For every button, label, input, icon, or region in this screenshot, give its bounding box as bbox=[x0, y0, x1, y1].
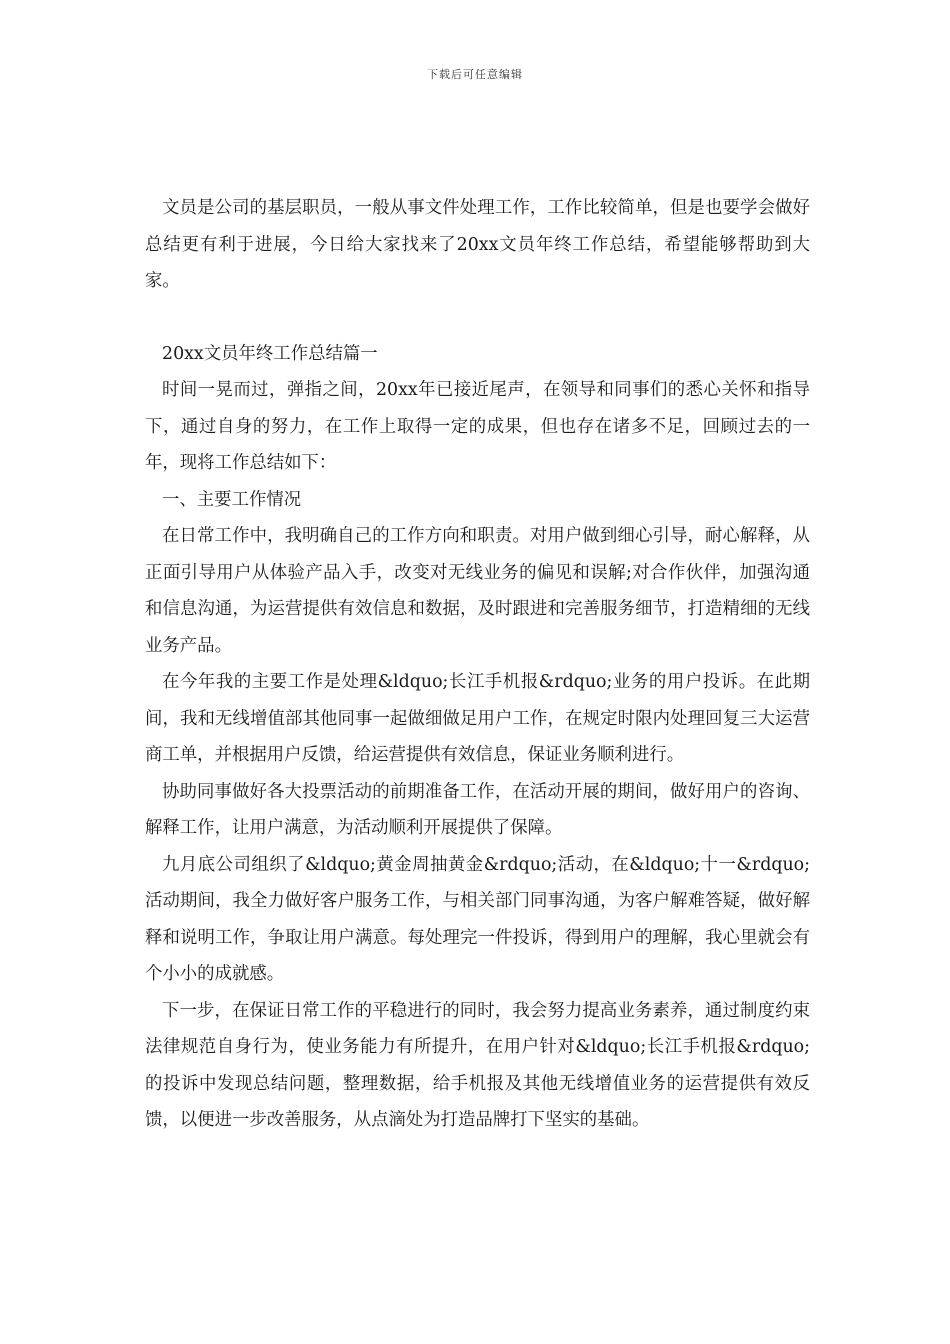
page-header-note: 下载后可任意编辑 bbox=[427, 68, 523, 81]
section-title: 20xx文员年终工作总结篇一 bbox=[162, 343, 378, 364]
document-body bbox=[145, 190, 810, 1139]
intro-paragraph: 文员是公司的基层职员，一般从事文件处理工作，工作比较简单，但是也要学会做好总结更有利于进展，今日给大家找来了20xx文员年终工作总结，希望能够帮助到大家。 bbox=[145, 198, 810, 291]
subsection-heading: 一、主要工作情况 bbox=[162, 489, 302, 510]
body-paragraph: 九月底公司组织了&ldquo;黄金周抽黄金&rdquo;活动，在&ldquo;十一&rdquo;活动期间，我全力做好客户服务工作，与相关部门同事沟通，为客户解难答疑，做好解释和说明工作，争取让用户满意。每处理完一件投诉，得到用户的理解，我心里就会有个小小的成就感。 bbox=[145, 854, 810, 984]
body-paragraph: 在今年我的主要工作是处理&ldquo;长江手机报&rdquo;业务的用户投诉。在此期间，我和无线增值部其他同事一起做细做足用户工作，在规定时限内处理回复三大运营商工单，并根据用户反馈，给运营提供有效信息，保证业务顺利进行。 bbox=[145, 672, 810, 765]
body-paragraph: 下一步，在保证日常工作的平稳进行的同时，我会努力提高业务素养，通过制度约束法律规范自身行为，使业务能力有所提升，在用户针对&ldquo;长江手机报&rdquo;的投诉中发现总结问题，整理数据，给手机报及其他无线增值业务的运营提供有效反馈，以便进一步改善服务，从点滴处为打造品牌打下坚实的基础。 bbox=[145, 1000, 810, 1130]
body-paragraph: 在日常工作中，我明确自己的工作方向和职责。对用户做到细心引导，耐心解释，从正面引导用户从体验产品入手，改变对无线业务的偏见和误解;对合作伙伴，加强沟通和信息沟通，为运营提供有效信息和数据，及时跟进和完善服务细节，打造精细的无线业务产品。 bbox=[145, 526, 810, 656]
body-paragraph: 协助同事做好各大投票活动的前期准备工作，在活动开展的期间，做好用户的咨询、解释工作，让用户满意，为活动顺利开展提供了保障。 bbox=[145, 781, 810, 838]
body-paragraph: 时间一晃而过，弹指之间，20xx年已接近尾声，在领导和同事们的悉心关怀和指导下，通过自身的努力，在工作上取得一定的成果，但也存在诸多不足，回顾过去的一年，现将工作总结如下： bbox=[145, 380, 810, 473]
